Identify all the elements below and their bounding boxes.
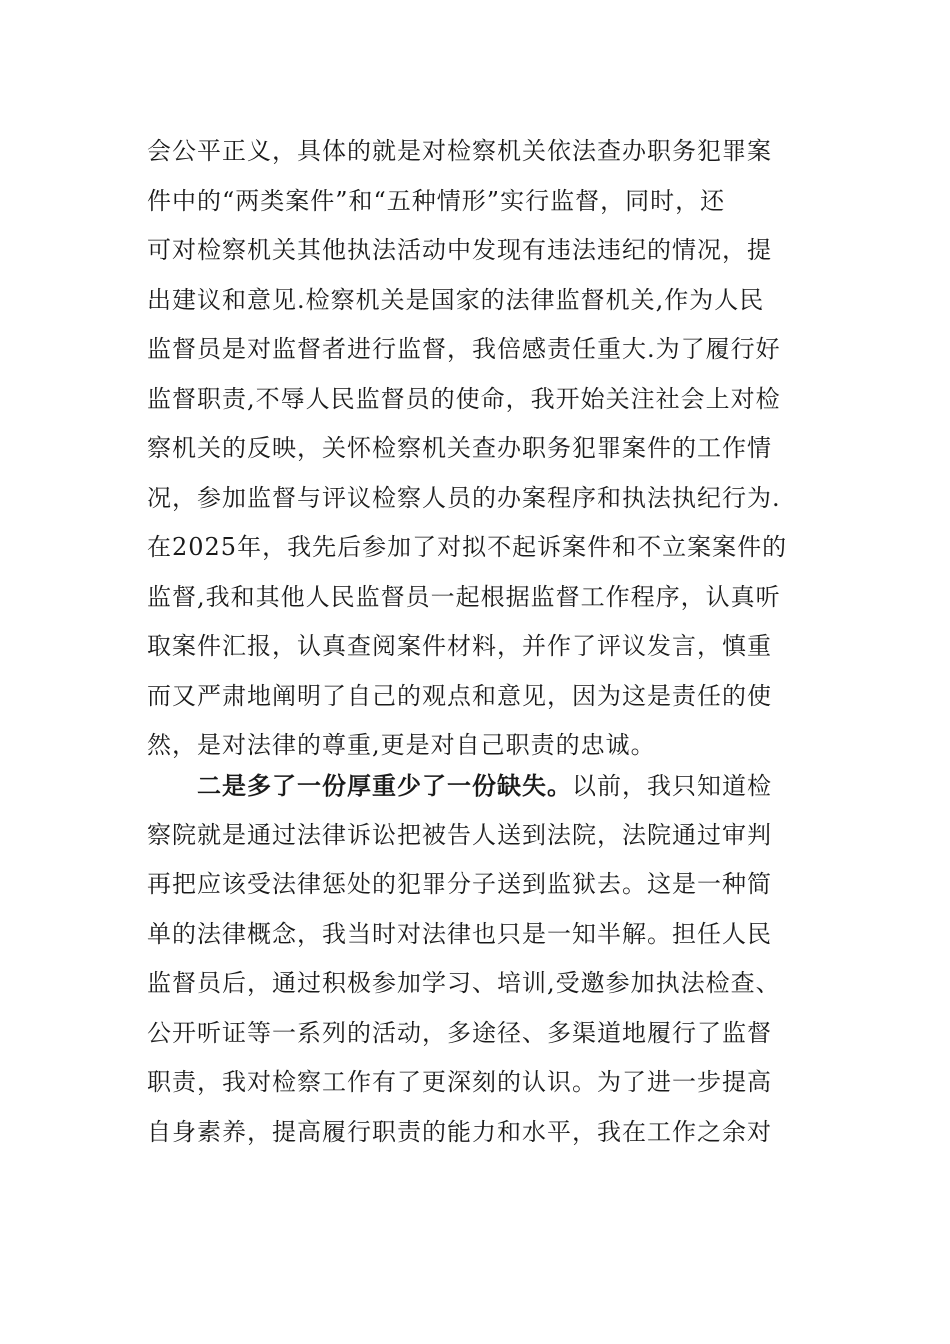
paragraph-line: 监督职责,不辱人民监督员的使命，我开始关注社会上对检 <box>147 384 781 413</box>
paragraph-line: 况，参加监督与评议检察人员的办案程序和执法执纪行为. <box>147 483 781 512</box>
paragraph-line: 在2025年，我先后参加了对拟不起诉案件和不立案案件的 <box>147 533 788 561</box>
paragraph-line: 公开听证等一系列的活动，多途径、多渠道地履行了监督 <box>147 1018 772 1047</box>
paragraph-line-rest: 以前，我只知道检 <box>572 772 772 800</box>
paragraph-first-line <box>147 761 807 811</box>
paragraph-line: 监督,我和其他人民监督员一起根据监督工作程序，认真听 <box>147 582 781 611</box>
paragraph-line: 件中的“两类案件”和“五种情形”实行监督，同时，还 <box>147 186 726 215</box>
paragraph-2 <box>147 761 807 1157</box>
paragraph-line: 可对检察机关其他执法活动中发现有违法违纪的情况，提 <box>147 236 772 264</box>
paragraph-line: 察机关的反映，关怀检察机关查办职务犯罪案件的工作情 <box>147 434 772 462</box>
paragraph-line: 察院就是通过法律诉讼把被告人送到法院，法院通过审判 <box>147 820 772 849</box>
paragraph-line: 会公平正义，具体的就是对检察机关依法查办职务犯罪案 <box>147 137 772 165</box>
paragraph-line: 然，是对法律的尊重,更是对自己职责的忠诚。 <box>147 731 656 759</box>
paragraph-line: 出建议和意见.检察机关是国家的法律监督机关,作为人民 <box>147 285 765 314</box>
paragraph-line: 自身素养，提高履行职责的能力和水平，我在工作之余对 <box>147 1117 772 1146</box>
paragraph-line: 再把应该受法律惩处的犯罪分子送到监狱去。这是一种简 <box>147 870 772 898</box>
section-heading-lead: 二是多了一份厚重少了一份缺失。 <box>197 771 572 800</box>
paragraph-1 <box>147 127 807 771</box>
paragraph-line: 监督员是对监督者进行监督，我倍感责任重大.为了履行好 <box>147 335 781 363</box>
paragraph-line: 而又严肃地阐明了自己的观点和意见，因为这是责任的使 <box>147 681 772 710</box>
paragraph-line: 监督员后，通过积极参加学习、培训,受邀参加执法检查、 <box>147 969 781 997</box>
paragraph-line: 单的法律概念，我当时对法律也只是一知半解。担任人民 <box>147 919 772 948</box>
paragraph-line: 取案件汇报，认真查阅案件材料，并作了评议发言，慎重 <box>147 632 772 660</box>
paragraph-line: 职责，我对检察工作有了更深刻的认识。为了进一步提高 <box>147 1068 772 1096</box>
